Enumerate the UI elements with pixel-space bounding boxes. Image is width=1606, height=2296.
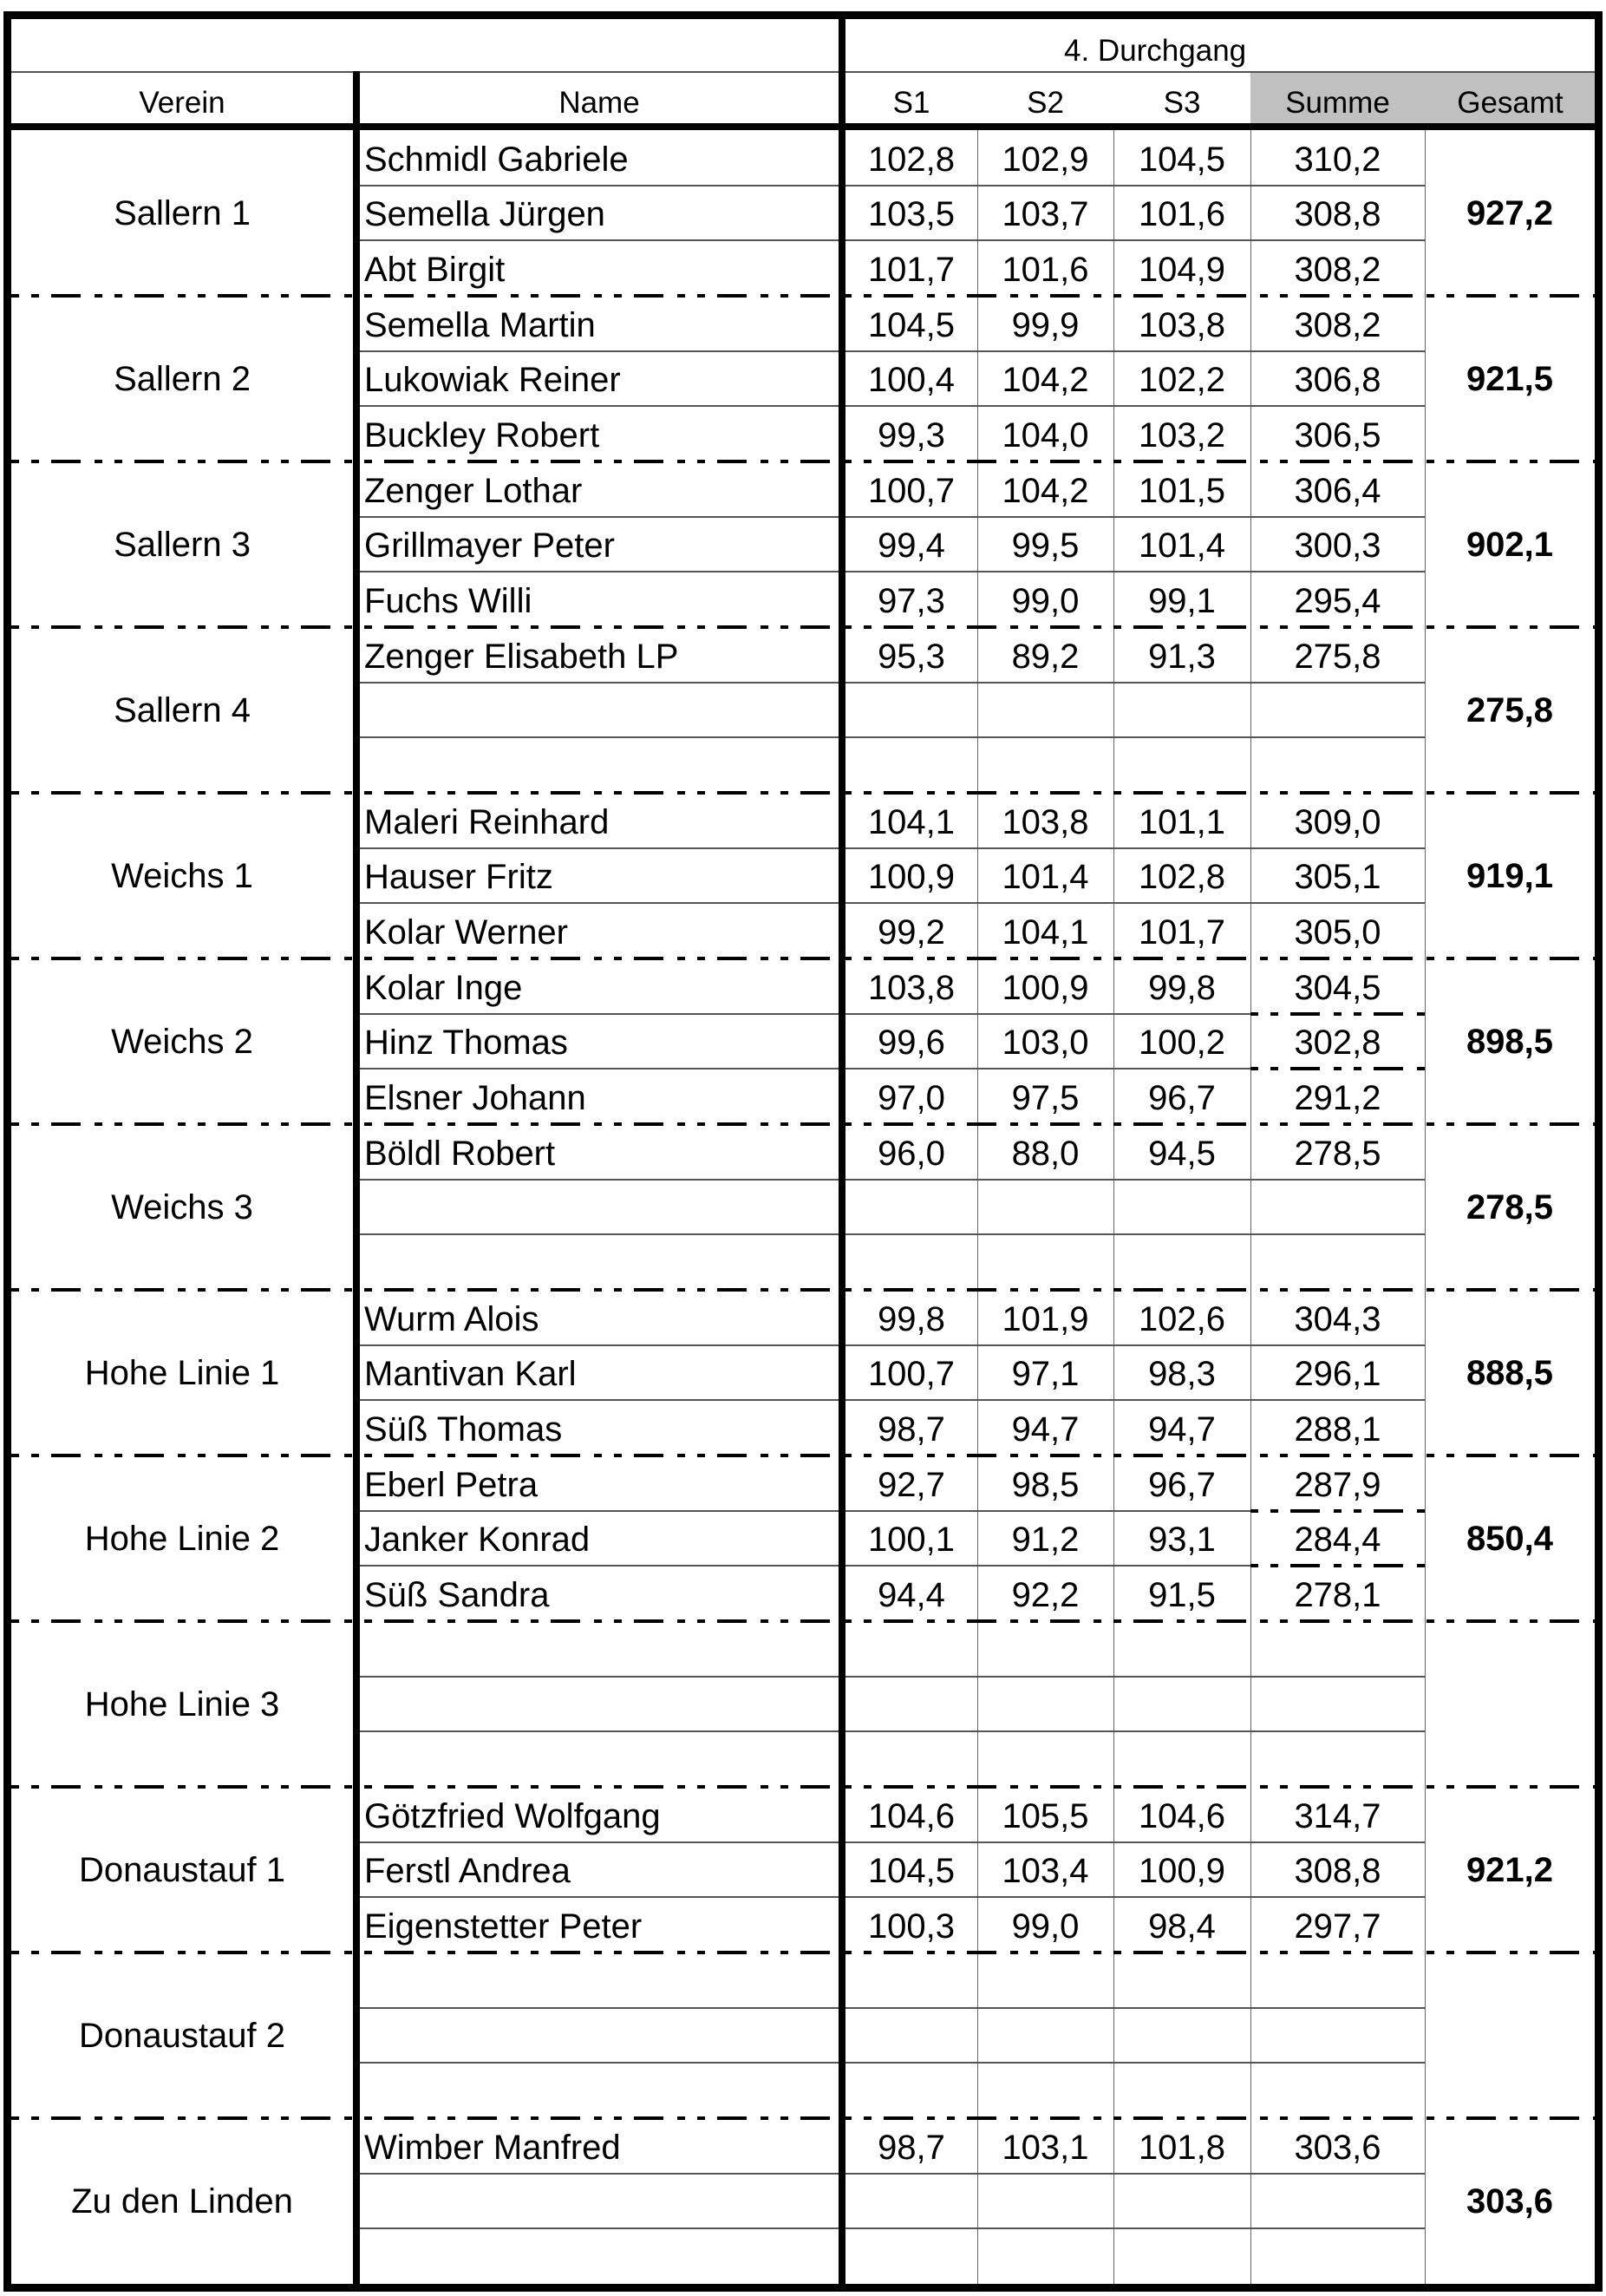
shooter-name: Mantivan Karl bbox=[364, 1355, 577, 1394]
score-s1: 100,7 bbox=[867, 471, 956, 510]
score-s1: 100,9 bbox=[867, 858, 956, 897]
team-name: Sallern 3 bbox=[114, 525, 251, 564]
team-name: Zu den Linden bbox=[71, 2182, 293, 2221]
score-s2: 94,7 bbox=[1011, 1410, 1080, 1449]
score-s1: 104,5 bbox=[867, 305, 956, 344]
score-s3: 99,8 bbox=[1148, 968, 1216, 1007]
header-s3: S3 bbox=[1163, 86, 1201, 120]
score-s1: 97,3 bbox=[878, 582, 945, 620]
shooter-name: Zenger Elisabeth LP bbox=[364, 637, 679, 676]
score-s3: 98,4 bbox=[1148, 1907, 1216, 1946]
score-s1: 99,2 bbox=[878, 913, 945, 952]
shooter-name: Janker Konrad bbox=[364, 1521, 591, 1560]
score-s2: 88,0 bbox=[1011, 1134, 1080, 1173]
score-summe: 278,1 bbox=[1294, 1576, 1381, 1614]
score-s1: 94,4 bbox=[878, 1576, 945, 1614]
score-s3: 103,2 bbox=[1138, 416, 1226, 455]
score-summe: 304,3 bbox=[1294, 1299, 1381, 1338]
shooter-name: Abt Birgit bbox=[364, 251, 506, 289]
score-s1: 96,0 bbox=[878, 1134, 945, 1173]
header-s2: S2 bbox=[1027, 86, 1064, 120]
score-s3: 102,8 bbox=[1138, 858, 1226, 897]
team-name: Weichs 1 bbox=[111, 856, 253, 895]
score-s2: 92,2 bbox=[1011, 1576, 1080, 1614]
shooter-name: Wimber Manfred bbox=[364, 2128, 621, 2167]
score-s3: 102,2 bbox=[1138, 361, 1226, 400]
score-summe: 295,4 bbox=[1294, 582, 1381, 620]
shooter-name: Semella Jürgen bbox=[364, 195, 605, 234]
score-s2: 103,1 bbox=[1002, 2128, 1089, 2167]
score-s3: 101,4 bbox=[1138, 527, 1226, 566]
score-s1: 98,7 bbox=[878, 1410, 945, 1449]
score-summe: 309,0 bbox=[1294, 802, 1381, 841]
score-summe: 291,2 bbox=[1294, 1079, 1381, 1117]
score-s2: 103,0 bbox=[1002, 1024, 1089, 1063]
score-s2: 91,2 bbox=[1011, 1521, 1080, 1560]
score-summe: 304,5 bbox=[1294, 968, 1381, 1007]
score-summe: 297,7 bbox=[1294, 1907, 1381, 1946]
score-s1: 99,4 bbox=[878, 527, 945, 566]
team-total: 303,6 bbox=[1466, 2182, 1554, 2221]
header-name: Name bbox=[558, 86, 640, 120]
shooter-name: Buckley Robert bbox=[364, 416, 600, 455]
shooter-name: Kolar Werner bbox=[364, 913, 568, 952]
shooter-name: Grillmayer Peter bbox=[364, 527, 615, 566]
team-total: 275,8 bbox=[1466, 690, 1554, 729]
header-gesamt: Gesamt bbox=[1457, 86, 1564, 120]
score-s2: 97,1 bbox=[1011, 1355, 1080, 1394]
score-s3: 100,9 bbox=[1138, 1852, 1226, 1891]
score-summe: 275,8 bbox=[1294, 637, 1381, 676]
score-s1: 98,7 bbox=[878, 2128, 945, 2167]
shooter-name: Hauser Fritz bbox=[364, 858, 553, 897]
score-summe: 302,8 bbox=[1294, 1024, 1381, 1063]
score-summe: 300,3 bbox=[1294, 527, 1381, 566]
score-s2: 102,9 bbox=[1002, 140, 1089, 179]
header-s1: S1 bbox=[892, 86, 930, 120]
score-summe: 305,0 bbox=[1294, 913, 1381, 952]
score-s2: 104,1 bbox=[1002, 913, 1089, 952]
team-total: 921,2 bbox=[1466, 1850, 1554, 1889]
team-name: Sallern 2 bbox=[114, 359, 251, 398]
score-s2: 104,0 bbox=[1002, 416, 1089, 455]
score-s1: 100,4 bbox=[867, 361, 956, 400]
team-total: 898,5 bbox=[1466, 1022, 1554, 1061]
shooter-name: Eigenstetter Peter bbox=[364, 1907, 643, 1946]
score-s2: 97,5 bbox=[1011, 1079, 1080, 1117]
team-total: 902,1 bbox=[1466, 525, 1554, 564]
score-s1: 97,0 bbox=[878, 1079, 945, 1117]
score-s1: 99,8 bbox=[878, 1299, 945, 1338]
score-s2: 99,0 bbox=[1011, 582, 1080, 620]
score-s1: 95,3 bbox=[878, 637, 945, 676]
score-s3: 104,5 bbox=[1138, 140, 1226, 179]
score-s1: 104,1 bbox=[867, 802, 956, 841]
score-s2: 101,6 bbox=[1002, 251, 1089, 289]
score-s1: 99,3 bbox=[878, 416, 945, 455]
score-s2: 100,9 bbox=[1002, 968, 1089, 1007]
header-verein: Verein bbox=[139, 86, 225, 120]
score-s1: 99,6 bbox=[878, 1024, 945, 1063]
round-header: 4. Durchgang bbox=[1064, 34, 1247, 68]
shooter-name: Fuchs Willi bbox=[364, 582, 532, 620]
score-s3: 98,3 bbox=[1148, 1355, 1216, 1394]
score-s3: 101,8 bbox=[1138, 2128, 1226, 2167]
shooter-name: Eberl Petra bbox=[364, 1465, 539, 1504]
score-s2: 101,9 bbox=[1002, 1299, 1089, 1338]
shooter-name: Süß Thomas bbox=[364, 1410, 563, 1449]
score-s2: 103,4 bbox=[1002, 1852, 1089, 1891]
score-s1: 104,5 bbox=[867, 1852, 956, 1891]
team-name: Donaustauf 2 bbox=[79, 2016, 285, 2055]
team-name: Hohe Linie 3 bbox=[84, 1684, 280, 1724]
score-s1: 101,7 bbox=[867, 251, 956, 289]
score-s3: 93,1 bbox=[1148, 1521, 1216, 1560]
score-s2: 104,2 bbox=[1002, 471, 1089, 510]
score-s3: 104,6 bbox=[1138, 1796, 1226, 1835]
shooter-name: Ferstl Andrea bbox=[364, 1852, 571, 1891]
score-s3: 94,7 bbox=[1148, 1410, 1216, 1449]
score-s3: 104,9 bbox=[1138, 251, 1226, 289]
score-s1: 102,8 bbox=[867, 140, 956, 179]
score-summe: 308,8 bbox=[1294, 1852, 1381, 1891]
score-summe: 306,5 bbox=[1294, 416, 1381, 455]
shooter-name: Maleri Reinhard bbox=[364, 802, 610, 841]
score-s1: 103,8 bbox=[867, 968, 956, 1007]
shooter-name: Böldl Robert bbox=[364, 1134, 556, 1173]
score-s3: 91,5 bbox=[1148, 1576, 1216, 1614]
score-s3: 99,1 bbox=[1148, 582, 1216, 620]
score-s2: 103,8 bbox=[1002, 802, 1089, 841]
score-s2: 103,7 bbox=[1002, 195, 1089, 234]
shooter-name: Schmidl Gabriele bbox=[364, 140, 629, 179]
score-summe: 306,4 bbox=[1294, 471, 1381, 510]
score-s2: 98,5 bbox=[1011, 1465, 1080, 1504]
team-total: 850,4 bbox=[1466, 1519, 1554, 1558]
score-s2: 89,2 bbox=[1011, 637, 1080, 676]
score-s1: 104,6 bbox=[867, 1796, 956, 1835]
score-summe: 306,8 bbox=[1294, 361, 1381, 400]
score-summe: 308,2 bbox=[1294, 305, 1381, 344]
shooter-name: Elsner Johann bbox=[364, 1079, 586, 1117]
score-s2: 105,5 bbox=[1002, 1796, 1089, 1835]
score-s1: 100,7 bbox=[867, 1355, 956, 1394]
score-s2: 99,9 bbox=[1011, 305, 1080, 344]
score-s3: 101,1 bbox=[1138, 802, 1226, 841]
team-name: Hohe Linie 1 bbox=[84, 1353, 280, 1392]
score-summe: 278,5 bbox=[1294, 1134, 1381, 1173]
score-summe: 310,2 bbox=[1294, 140, 1381, 179]
team-total: 888,5 bbox=[1466, 1353, 1554, 1392]
score-s1: 100,1 bbox=[867, 1521, 956, 1560]
shooter-name: Wurm Alois bbox=[364, 1299, 539, 1338]
team-name: Sallern 1 bbox=[114, 193, 251, 232]
score-s3: 101,6 bbox=[1138, 195, 1226, 234]
team-name: Weichs 2 bbox=[111, 1022, 253, 1061]
score-s1: 100,3 bbox=[867, 1907, 956, 1946]
team-total: 919,1 bbox=[1466, 856, 1554, 895]
team-name: Hohe Linie 2 bbox=[84, 1519, 280, 1558]
score-s3: 101,5 bbox=[1138, 471, 1226, 510]
score-s3: 91,3 bbox=[1148, 637, 1216, 676]
score-s2: 99,5 bbox=[1011, 527, 1080, 566]
score-s1: 103,5 bbox=[867, 195, 956, 234]
score-summe: 314,7 bbox=[1294, 1796, 1381, 1835]
score-s1: 92,7 bbox=[878, 1465, 945, 1504]
score-summe: 305,1 bbox=[1294, 858, 1381, 897]
shooter-name: Zenger Lothar bbox=[364, 471, 583, 510]
score-summe: 303,6 bbox=[1294, 2128, 1381, 2167]
shooter-name: Süß Sandra bbox=[364, 1576, 550, 1614]
team-name: Donaustauf 1 bbox=[79, 1850, 285, 1889]
score-s2: 101,4 bbox=[1002, 858, 1089, 897]
team-total: 921,5 bbox=[1466, 359, 1554, 398]
team-name: Sallern 4 bbox=[114, 690, 251, 729]
score-s3: 103,8 bbox=[1138, 305, 1226, 344]
shooter-name: Kolar Inge bbox=[364, 968, 523, 1007]
table-outer-border bbox=[3, 11, 1603, 2292]
score-s2: 104,2 bbox=[1002, 361, 1089, 400]
score-s3: 100,2 bbox=[1138, 1024, 1226, 1063]
team-total: 927,2 bbox=[1466, 193, 1554, 232]
score-s3: 94,5 bbox=[1148, 1134, 1216, 1173]
score-s3: 101,7 bbox=[1138, 913, 1226, 952]
shooter-name: Semella Martin bbox=[364, 305, 596, 344]
shooter-name: Hinz Thomas bbox=[364, 1024, 568, 1063]
score-summe: 288,1 bbox=[1294, 1410, 1381, 1449]
shooter-name: Götzfried Wolfgang bbox=[364, 1796, 661, 1835]
score-s3: 96,7 bbox=[1148, 1079, 1216, 1117]
score-s3: 102,6 bbox=[1138, 1299, 1226, 1338]
score-summe: 284,4 bbox=[1294, 1521, 1381, 1560]
score-summe: 296,1 bbox=[1294, 1355, 1381, 1394]
team-total: 278,5 bbox=[1466, 1187, 1554, 1226]
score-summe: 308,8 bbox=[1294, 195, 1381, 234]
score-s3: 96,7 bbox=[1148, 1465, 1216, 1504]
header-summe: Summe bbox=[1285, 86, 1390, 120]
score-s2: 99,0 bbox=[1011, 1907, 1080, 1946]
shooter-name: Lukowiak Reiner bbox=[364, 361, 621, 400]
score-summe: 308,2 bbox=[1294, 251, 1381, 289]
team-name: Weichs 3 bbox=[111, 1187, 253, 1226]
score-summe: 287,9 bbox=[1294, 1465, 1381, 1504]
